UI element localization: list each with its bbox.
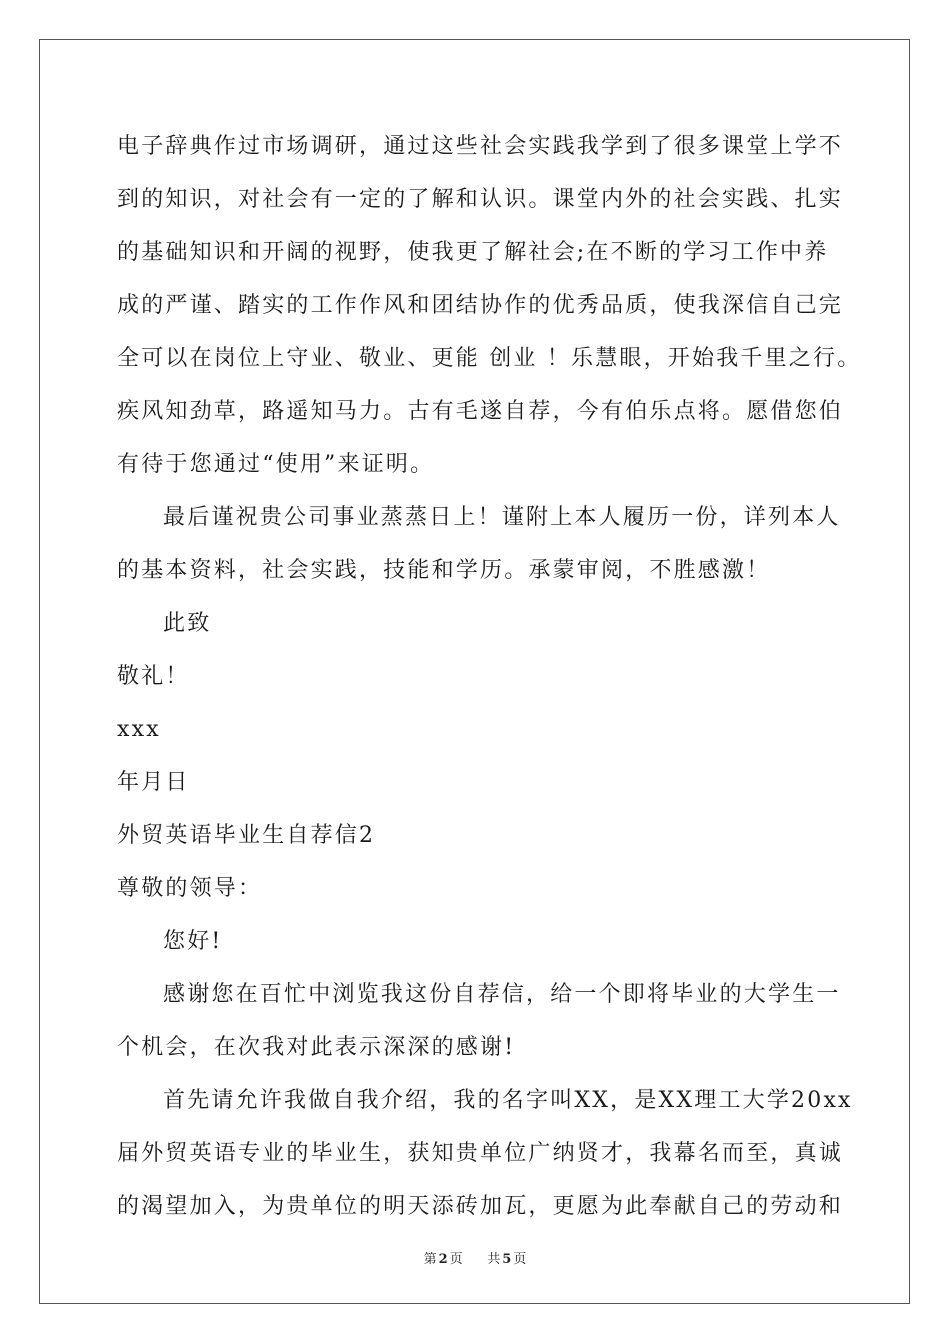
page-number: 2 [438,1252,448,1267]
body-line-7: 有待于您通过“使用”来证明。 [117,452,435,477]
page-indicator [422,1252,465,1267]
total-suffix: 页 [513,1252,527,1267]
thanks-paragraph-line-1: 感谢您在百忙中浏览我这份自荐信，给一个即将毕业的大学生一 [163,982,841,1007]
signature-date: 年月日 [117,770,190,795]
body-line-2: 到的知识，对社会有一定的了解和认识。课堂内外的社会实践、扎实 [117,187,844,212]
salutation-jingli: 敬礼！ [117,664,190,689]
closing-paragraph-line-2: 的基本资料，社会实践，技能和学历。承蒙审阅，不胜感激！ [117,558,771,583]
body-line-5: 全可以在岗位上守业、敬业、更能 创业 ！乐慧眼，开始我千里之行。 [117,346,862,371]
salutation-cizhi: 此致 [163,611,212,636]
page-footer [0,1248,950,1267]
body-line-1: 电子辞典作过市场调研，通过这些社会实践我学到了很多课堂上学不 [117,134,844,159]
intro-paragraph-line-2: 届外贸英语专业的毕业生，获知贵单位广纳贤才，我幕名而至，真诚 [117,1141,844,1166]
page-prefix: 第 [423,1252,437,1267]
body-line-4: 成的严谨、踏实的工作作风和团结协作的优秀品质，使我深信自己完 [117,293,844,318]
letter-title: 外贸英语毕业生自荐信2 [117,823,376,848]
body-line-3: 的基础知识和开阔的视野，使我更了解社会;在不断的学习工作中养 [117,240,829,265]
hello-line: 您好! [163,929,223,954]
closing-paragraph-line-1: 最后谨祝贵公司事业蒸蒸日上！谨附上本人履历一份，详列本人 [163,505,841,530]
page-suffix: 页 [449,1252,463,1267]
signature-name: xxx [117,717,161,742]
intro-paragraph-line-1: 首先请允许我做自我介绍，我的名字叫XX，是XX理工大学20xx [163,1088,853,1113]
letter-greeting: 尊敬的领导： [117,876,263,901]
total-indicator [485,1252,528,1267]
intro-paragraph-line-3: 的渴望加入，为贵单位的明天添砖加瓦，更愿为此奉献自己的劳动和 [117,1194,844,1219]
total-prefix: 共 [487,1252,501,1267]
thanks-paragraph-line-2: 个机会，在次我对此表示深深的感谢! [117,1035,516,1060]
total-number: 5 [502,1252,512,1267]
body-line-6: 疾风知劲草，路遥知马力。古有毛遂自荐，今有伯乐点将。愿借您伯 [117,399,844,424]
